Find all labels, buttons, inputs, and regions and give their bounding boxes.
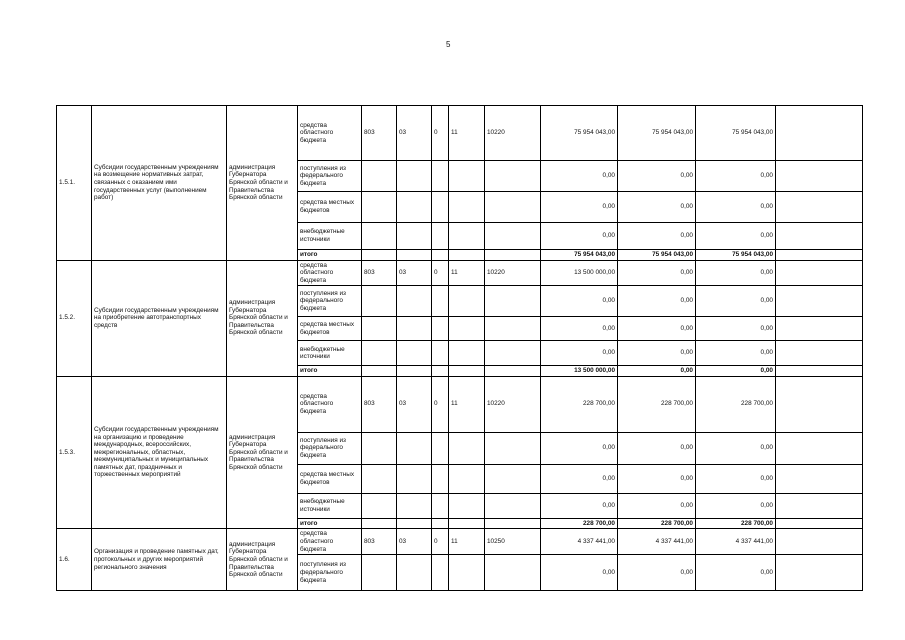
- empty-cell: [776, 223, 863, 250]
- code-vr: [485, 493, 541, 518]
- code-pr: [432, 317, 449, 341]
- funding-source: средства областного бюджета: [298, 106, 362, 161]
- amount-year-2: 0,00: [618, 192, 696, 223]
- code-cs: [449, 366, 485, 377]
- amount-year-3: 0,00: [696, 317, 776, 341]
- code-rz: [397, 286, 432, 317]
- amount-year-3: 75 954 043,00: [696, 106, 776, 161]
- empty-cell: [776, 464, 863, 493]
- code-pr: [432, 161, 449, 192]
- funding-source: итого: [298, 518, 362, 529]
- code-rz: 03: [397, 260, 432, 286]
- code-cs: [449, 518, 485, 529]
- code-grbs: [362, 192, 397, 223]
- amount-year-3: 0,00: [696, 493, 776, 518]
- amount-year-1: 0,00: [541, 161, 618, 192]
- amount-year-1: 0,00: [541, 555, 618, 591]
- code-cs: [449, 250, 485, 261]
- amount-year-3: 0,00: [696, 260, 776, 286]
- code-vr: 10250: [485, 529, 541, 555]
- code-vr: [485, 341, 541, 366]
- amount-year-3: 0,00: [696, 223, 776, 250]
- amount-year-2: 0,00: [618, 286, 696, 317]
- code-vr: [485, 223, 541, 250]
- funding-source: средства местных бюджетов: [298, 464, 362, 493]
- code-pr: [432, 366, 449, 377]
- amount-year-1: 0,00: [541, 432, 618, 464]
- code-grbs: [362, 250, 397, 261]
- amount-year-2: 0,00: [618, 317, 696, 341]
- code-pr: [432, 464, 449, 493]
- amount-year-3: 75 954 043,00: [696, 250, 776, 261]
- amount-year-2: 228 700,00: [618, 518, 696, 529]
- code-vr: 10220: [485, 106, 541, 161]
- code-rz: [397, 555, 432, 591]
- empty-cell: [776, 260, 863, 286]
- item-name: Организация и проведение памятных дат, протокольных и других мероприятий регионального значения: [92, 529, 227, 591]
- amount-year-1: 0,00: [541, 192, 618, 223]
- amount-year-3: 0,00: [696, 161, 776, 192]
- code-rz: [397, 341, 432, 366]
- code-rz: 03: [397, 106, 432, 161]
- amount-year-1: 0,00: [541, 223, 618, 250]
- amount-year-2: 228 700,00: [618, 376, 696, 432]
- amount-year-2: 75 954 043,00: [618, 250, 696, 261]
- code-grbs: 803: [362, 529, 397, 555]
- empty-cell: [776, 432, 863, 464]
- amount-year-2: 75 954 043,00: [618, 106, 696, 161]
- funding-source: внебюджетные источники: [298, 341, 362, 366]
- code-grbs: 803: [362, 376, 397, 432]
- item-code: 1.6.: [57, 529, 92, 591]
- funding-source: итого: [298, 250, 362, 261]
- code-grbs: [362, 493, 397, 518]
- code-grbs: 803: [362, 260, 397, 286]
- amount-year-2: 0,00: [618, 432, 696, 464]
- amount-year-2: 0,00: [618, 555, 696, 591]
- code-pr: [432, 286, 449, 317]
- funding-source: средства областного бюджета: [298, 529, 362, 555]
- code-vr: [485, 432, 541, 464]
- code-rz: [397, 464, 432, 493]
- amount-year-2: 0,00: [618, 260, 696, 286]
- code-vr: [485, 250, 541, 261]
- code-pr: 0: [432, 260, 449, 286]
- code-rz: [397, 317, 432, 341]
- code-rz: [397, 366, 432, 377]
- amount-year-1: 228 700,00: [541, 376, 618, 432]
- code-cs: [449, 161, 485, 192]
- code-rz: [397, 432, 432, 464]
- code-pr: [432, 518, 449, 529]
- amount-year-2: 0,00: [618, 161, 696, 192]
- empty-cell: [776, 518, 863, 529]
- code-cs: 11: [449, 106, 485, 161]
- code-pr: [432, 223, 449, 250]
- funding-source: поступления из федерального бюджета: [298, 161, 362, 192]
- amount-year-1: 75 954 043,00: [541, 250, 618, 261]
- amount-year-2: 0,00: [618, 341, 696, 366]
- amount-year-1: 75 954 043,00: [541, 106, 618, 161]
- funding-source: средства местных бюджетов: [298, 192, 362, 223]
- empty-cell: [776, 341, 863, 366]
- code-cs: [449, 432, 485, 464]
- amount-year-3: 228 700,00: [696, 518, 776, 529]
- amount-year-1: 13 500 000,00: [541, 260, 618, 286]
- funding-source: внебюджетные источники: [298, 493, 362, 518]
- code-pr: [432, 555, 449, 591]
- amount-year-3: 0,00: [696, 555, 776, 591]
- empty-cell: [776, 286, 863, 317]
- item-code: 1.5.3.: [57, 376, 92, 529]
- code-cs: [449, 341, 485, 366]
- funding-source: средства местных бюджетов: [298, 317, 362, 341]
- code-pr: [432, 432, 449, 464]
- code-vr: [485, 161, 541, 192]
- code-cs: [449, 286, 485, 317]
- code-cs: 11: [449, 376, 485, 432]
- funding-source: средства областного бюджета: [298, 376, 362, 432]
- funding-source: поступления из федерального бюджета: [298, 432, 362, 464]
- amount-year-1: 0,00: [541, 341, 618, 366]
- code-grbs: [362, 366, 397, 377]
- item-executor: администрация Губернатора Брянской области и Правительства Брянской области: [227, 529, 298, 591]
- code-vr: 10220: [485, 260, 541, 286]
- code-cs: 11: [449, 260, 485, 286]
- code-rz: [397, 493, 432, 518]
- code-vr: [485, 192, 541, 223]
- empty-cell: [776, 555, 863, 591]
- amount-year-3: 0,00: [696, 366, 776, 377]
- item-executor: администрация Губернатора Брянской области и Правительства Брянской области: [227, 376, 298, 529]
- code-pr: [432, 250, 449, 261]
- code-grbs: [362, 286, 397, 317]
- empty-cell: [776, 366, 863, 377]
- code-rz: [397, 192, 432, 223]
- code-pr: 0: [432, 106, 449, 161]
- code-vr: [485, 518, 541, 529]
- code-grbs: [362, 518, 397, 529]
- code-rz: [397, 518, 432, 529]
- code-grbs: [362, 223, 397, 250]
- code-pr: 0: [432, 376, 449, 432]
- amount-year-2: 0,00: [618, 223, 696, 250]
- table-row: [57, 376, 863, 432]
- item-name: Субсидии государственным учреждениям на организацию и проведение международных, всероссийских, межрегиональных, областных, межмуниципальных и муниципальных памятных дат, праздничных и торжественных мероприятий: [92, 376, 227, 529]
- empty-cell: [776, 106, 863, 161]
- code-cs: [449, 493, 485, 518]
- amount-year-2: 0,00: [618, 366, 696, 377]
- code-pr: [432, 192, 449, 223]
- amount-year-3: 0,00: [696, 464, 776, 493]
- code-grbs: [362, 161, 397, 192]
- empty-cell: [776, 529, 863, 555]
- amount-year-1: 228 700,00: [541, 518, 618, 529]
- funding-source: итого: [298, 366, 362, 377]
- code-rz: [397, 161, 432, 192]
- code-pr: [432, 493, 449, 518]
- amount-year-1: 4 337 441,00: [541, 529, 618, 555]
- amount-year-3: 0,00: [696, 341, 776, 366]
- amount-year-1: 13 500 000,00: [541, 366, 618, 377]
- amount-year-3: 228 700,00: [696, 376, 776, 432]
- code-rz: [397, 223, 432, 250]
- code-grbs: [362, 341, 397, 366]
- empty-cell: [776, 493, 863, 518]
- code-rz: 03: [397, 529, 432, 555]
- item-name: Субсидии государственным учреждениям на приобретение автотранспортных средств: [92, 260, 227, 376]
- amount-year-3: 0,00: [696, 286, 776, 317]
- amount-year-3: 4 337 441,00: [696, 529, 776, 555]
- amount-year-1: 0,00: [541, 317, 618, 341]
- code-rz: [397, 250, 432, 261]
- funding-source: поступления из федерального бюджета: [298, 286, 362, 317]
- code-cs: 11: [449, 529, 485, 555]
- empty-cell: [776, 161, 863, 192]
- empty-cell: [776, 317, 863, 341]
- code-grbs: [362, 432, 397, 464]
- code-rz: 03: [397, 376, 432, 432]
- empty-cell: [776, 192, 863, 223]
- code-cs: [449, 555, 485, 591]
- amount-year-2: 0,00: [618, 464, 696, 493]
- item-name: Субсидии государственным учреждениям на возмещение нормативных затрат, связанных с оказанием ими государственных услуг (выполнением работ): [92, 106, 227, 261]
- item-code: 1.5.1.: [57, 106, 92, 261]
- code-vr: [485, 286, 541, 317]
- funding-source: внебюджетные источники: [298, 223, 362, 250]
- code-vr: 10220: [485, 376, 541, 432]
- table-row: [57, 260, 863, 286]
- code-vr: [485, 366, 541, 377]
- code-cs: [449, 192, 485, 223]
- funding-source: средства областного бюджета: [298, 260, 362, 286]
- code-vr: [485, 555, 541, 591]
- amount-year-3: 0,00: [696, 192, 776, 223]
- item-executor: администрация Губернатора Брянской области и Правительства Брянской области: [227, 260, 298, 376]
- amount-year-1: 0,00: [541, 493, 618, 518]
- code-vr: [485, 317, 541, 341]
- budget-table: [56, 105, 863, 591]
- empty-cell: [776, 250, 863, 261]
- code-cs: [449, 464, 485, 493]
- amount-year-2: 0,00: [618, 493, 696, 518]
- amount-year-2: 4 337 441,00: [618, 529, 696, 555]
- item-executor: администрация Губернатора Брянской области и Правительства Брянской области: [227, 106, 298, 261]
- amount-year-1: 0,00: [541, 286, 618, 317]
- code-pr: 0: [432, 529, 449, 555]
- empty-cell: [776, 376, 863, 432]
- item-code: 1.5.2.: [57, 260, 92, 376]
- amount-year-3: 0,00: [696, 432, 776, 464]
- page-number: 5: [446, 40, 451, 49]
- code-vr: [485, 464, 541, 493]
- table-row: [57, 529, 863, 555]
- amount-year-1: 0,00: [541, 464, 618, 493]
- code-cs: [449, 223, 485, 250]
- code-cs: [449, 317, 485, 341]
- code-grbs: 803: [362, 106, 397, 161]
- code-grbs: [362, 317, 397, 341]
- code-grbs: [362, 464, 397, 493]
- table-row: [57, 106, 863, 161]
- funding-source: поступления из федерального бюджета: [298, 555, 362, 591]
- code-pr: [432, 341, 449, 366]
- code-grbs: [362, 555, 397, 591]
